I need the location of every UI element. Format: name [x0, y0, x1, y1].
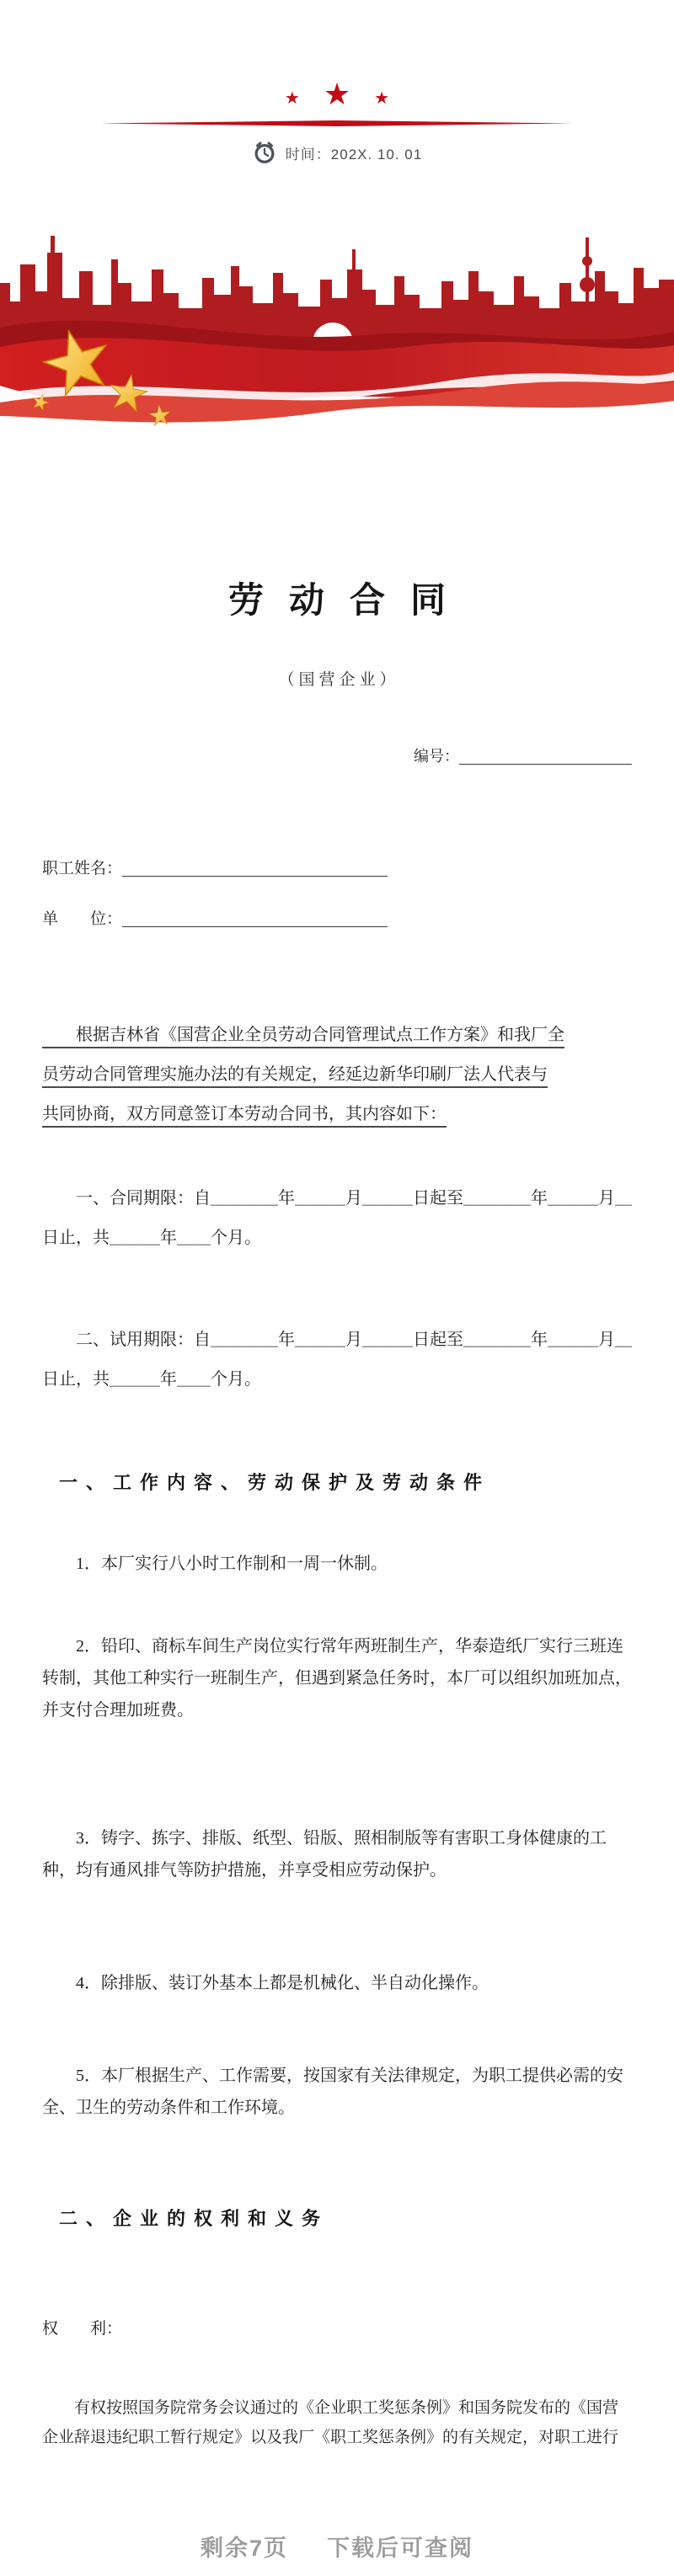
unit-row	[42, 906, 632, 929]
star-icon: ★	[323, 77, 351, 111]
section1-item: 3．铸字、拣字、排版、纸型、铅版、照相制版等有害职工身体健康的工种，均有通风排气等防护措施，并享受相应劳动保护。	[42, 1829, 607, 1880]
document-title: 劳动合同	[227, 580, 471, 620]
section1-item: 4．除排版、装订外基本上都是机械化、半自动化操作。	[76, 1974, 489, 1992]
unit-blank	[122, 909, 388, 927]
star-icon: ★	[374, 89, 390, 108]
preview-footer	[0, 2530, 674, 2563]
pages-remaining-text: 剩余7页	[200, 2536, 289, 2561]
employee-name-row	[42, 856, 632, 878]
section2-heading: 二、企业的权利和义务	[59, 2208, 329, 2229]
rights-label: 权 利：	[42, 2320, 123, 2338]
probation-term-paragraph	[42, 1320, 632, 1400]
top-stars-decoration	[0, 79, 674, 109]
section1-heading: 一、工作内容、劳动保护及劳动条件	[59, 1472, 491, 1493]
download-hint-text: 下载后可查阅	[327, 2536, 474, 2561]
contract-term-paragraph	[42, 1179, 632, 1258]
time-row	[0, 140, 674, 165]
document-subtitle: （国营企业）	[278, 671, 400, 689]
probation-term-line: 日止，共＿＿＿年＿＿个月。	[42, 1370, 261, 1389]
probation-term-line: 二、试用期限：自＿＿＿＿年＿＿＿月＿＿＿日起至＿＿＿＿年＿＿＿月＿	[42, 1331, 632, 1349]
contract-term-line: 一、合同期限：自＿＿＿＿年＿＿＿月＿＿＿日起至＿＿＿＿年＿＿＿月＿	[42, 1189, 632, 1208]
employee-name-blank	[122, 859, 388, 877]
section1-item: 5．本厂根据生产、工作需要，按国家有关法律规定，为职工提供必需的安全、卫生的劳动条件和工作环境。	[42, 2067, 623, 2117]
section1-item: 1．本厂实行八小时工作制和一周一休制。	[76, 1555, 388, 1573]
intro-line: 根据吉林省《国营企业全员劳动合同管理试点工作方案》和我厂全	[42, 1026, 564, 1044]
intro-paragraph	[42, 1016, 632, 1134]
unit-label: 单 位：	[42, 910, 123, 928]
section1-item: 2．铅印、商标车间生产岗位实行常年两班制生产，华泰造纸厂实行三班连转制，其他工种实行一班制生产，但遇到紧急任务时，本厂可以组织加班加点，并支付合理加班费。	[42, 1637, 632, 1720]
contract-number-blank	[459, 747, 632, 765]
clock-icon	[252, 140, 277, 165]
star-icon: ★	[284, 89, 300, 108]
contract-number-label: 编号：	[414, 748, 459, 765]
city-skyline-banner	[0, 221, 674, 429]
contract-term-line: 日止，共＿＿＿年＿＿个月。	[42, 1229, 261, 1247]
intro-line: 员劳动合同管理实施办法的有关规定，经延边新华印刷厂法人代表与	[42, 1065, 548, 1084]
rights-text: 有权按照国务院常务会议通过的《企业职工奖惩条例》和国务院发布的《国营企业辞退违纪职工暂行规定》以及我厂《职工奖惩条例》的有关规定，对职工进行	[42, 2399, 619, 2446]
employee-name-label: 职工姓名：	[42, 860, 123, 877]
intro-line: 共同协商，双方同意签订本劳动合同书，其内容如下：	[42, 1105, 447, 1123]
contract-number-row	[42, 744, 632, 766]
time-text: 时间：202X. 10. 01	[285, 146, 423, 163]
tapered-divider	[101, 120, 573, 127]
